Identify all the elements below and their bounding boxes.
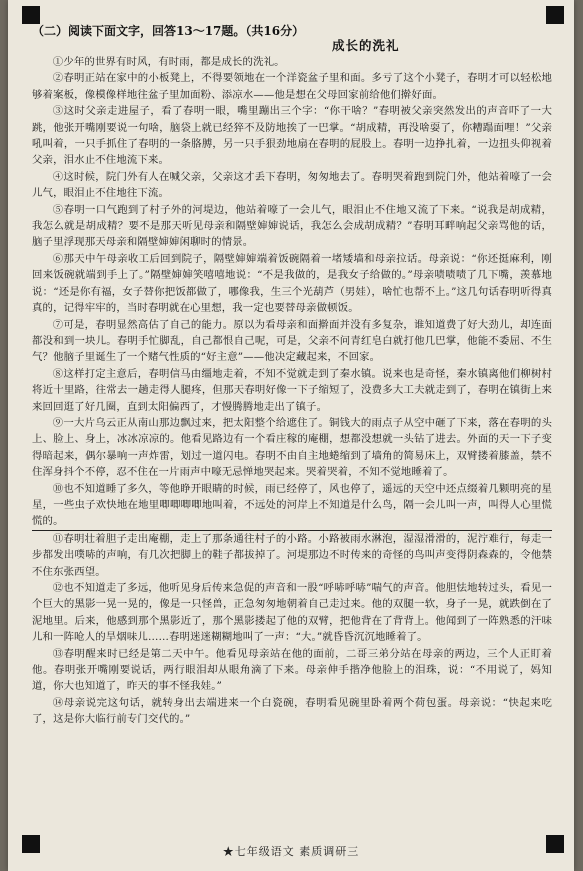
paragraph: ①少年的世界有时风，有时雨，都是成长的洗礼。 [52,56,285,68]
exam-page [8,0,574,871]
paragraph: ③这时父亲走进屋子，看了春明一眼，嘴里蹦出三个字：“你干啥？”春明被父亲突然发出的声音吓了一大跳，他张开嘴刚要说一句啥，脑袋上就已经猝不及防地挨了一巴掌。“胡成精，再没啥耍了，你糟蹋面哩！”父亲吼叫着，一只手抓住了春明的一条胳膊，另一只手狠劲地扇在春明的屁股上。春明一边挣扎着，一边扭头仰视着父亲，泪水止不住地流下来。 [32,105,552,167]
paragraph: ⑦可是，春明显然高估了自己的能力。原以为看母亲和面擀面并没有多复杂，谁知道费了好大劲儿，却连面都没和到一块儿。春明手忙脚乱，自己都恨自己呢，可是，父亲不问青红皂白就打他几巴掌，他能不委屈、不生气？他脑子里诞生了一个赌气性质的“好主意”——他决定藏起来，不回家。 [32,318,552,364]
section-title: （二）阅读下面文字，回答13～17题。（共16分） [32,24,305,38]
paragraph: ⑧这样打定主意后，春明信马由缰地走着，不知不觉就走到了秦水镇。说来也是奇怪，秦水镇离他们柳树村将近十里路，往常去一趟走得人腿疼，但那天春明好像一下子缩短了，没费多大工夫就走到了，春明在镇街上来来回回逛了好几圈，直到太阳偏西了，才慢腾腾地走出了镇子。 [32,367,552,413]
article-title: 成长的洗礼 [332,38,400,53]
paragraph: ⑪春明壮着胆子走出庵棚，走上了那条通往村子的小路。小路被雨水淋泡，湿湿滑滑的，泥泞难行，每走一步都发出噗哧的声响，有几次把脚上的鞋子都拔掉了。河堤那边不时传来的奇怪的鸟叫声变得阴森森的，令他禁不住东张西望。 [32,532,552,578]
paragraph: ⑭母亲说完这句话，就转身出去端进来一个白瓷碗，春明看见碗里卧着两个荷包蛋。母亲说：“快起来吃了，这是你大临行前专门交代的。” [32,696,552,726]
passage-header [32,14,552,54]
paragraph: ⑤春明一口气跑到了村子外的河堤边，他站着嚎了一会儿气，眼泪止不住地又流了下来。“说我是胡成精，我怎么就是胡成精？要不是那天听见母亲和隔壁婶婶说话，我怎么会成胡成精？”春明耳畔响起父亲骂他的话，脑子里浮现那天母亲和隔壁婶婶闲聊时的情景。 [32,203,552,249]
paragraph: ②春明正站在家中的小板凳上，不得要领地在一个洋瓷盆子里和面。多亏了这个小凳子，春明才可以轻松地够着案板，像模像样地往盆子里加面粉、添凉水——他是想在父母回家前给他们擀好面。 [32,72,552,101]
paragraph: ⑫也不知道走了多远，他听见身后传来急促的声音和一股“呼哧呼哧”喘气的声音。他胆怯地转过头，看见一个巨大的黑影一晃一晃的，像是一只怪兽，正急匆匆地朝着自己走过来。他的双腿一软，身子一晃，就跌倒在了泥地里。后来，他感到那个黑影近了，那个黑影搂起了他的双臂，把他背在了背背上。他闻到了一阵熟悉的汗味儿和一阵呛人的旱烟味儿……春明迷迷糊糊地叫了一声：“大。”就昏昏沉沉地睡着了。 [32,582,552,644]
paragraph: ④这时候，院门外有人在喊父亲，父亲这才丢下春明，匆匆地去了。春明哭着跑到院门外，他站着嚎了一会儿气，眼泪止不住地往下流。 [32,170,552,200]
paragraph: ⑬春明醒来时已经是第二天中午。他看见母亲站在他的面前，二哥三弟分站在母亲的两边，三个人正盯着他。春明张开嘴刚要说话，两行眼泪却从眼角滴了下来。母亲伸手揩净他脸上的泪珠，说：“不用说了，妈知道，你大也知道了，昨天的事不怪我娃。” [32,647,552,693]
paragraph: ⑥那天中午母亲收工后回到院子，隔壁婶婶端着饭碗隔着一堵矮墙和母亲拉话。母亲说：“你还挺麻利，刚回来饭碗就端到手上了。”隔壁婶婶笑嘻嘻地说：“不是我做的，是我女子给做的。”母亲啧啧啧了几下嘴，羡慕地说：“还是你有福，女子替你把饭都做了，哪像我，生三个光葫芦（男娃），啥忙也帮不上。”这几句话春明听得真真的，记得牢牢的，当时春明就在心里想，我一定也要替母亲做顿饭。 [32,252,552,315]
paragraph: ⑨一大片乌云正从南山那边飘过来，把太阳整个给遮住了。铜钱大的雨点子从空中砸了下来，落在春明的头上、脸上、身上，冰冰凉凉的。他看见路边有一个看庄稼的庵棚，想都没想就一头钻了进去。外面的天一下子变得暗起来，偶尔暴响一声炸雷，划过一道闪电。春明不由自主地蜷缩到了墙角的简易床上，双臂搂着膝盖，禁不住浑身抖个不停，忍不住在一片雨声中嚎无忌惮地哭起来。哭着哭着，不知不觉地睡着了。 [32,416,552,479]
paragraph-underlined: ⑩也不知道睡了多久，等他睁开眼睛的时候，雨已经停了，风也停了，遥远的天空中还点缀着几颗明亮的星星，一些虫子欢快地在地里唧唧唧唧地叫着，不远处的河岸上不知道是什么鸟，隔一会儿叫一声，叫得人心里慌慌的。 [32,481,552,531]
page-footer: ★七年级语文 素质调研三 [222,845,360,858]
reading-passage [32,14,552,728]
